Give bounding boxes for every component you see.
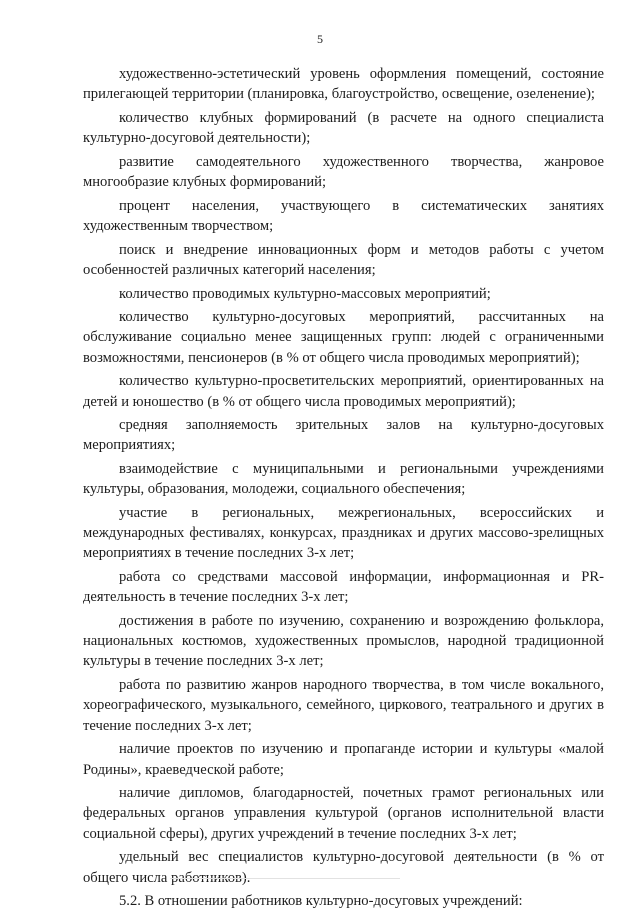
paragraph-4: процент населения, участвующего в систематических занятиях художественным творчеством; <box>83 197 604 234</box>
paragraph-15: наличие проектов по изучению и пропаганде истории и культуры «малой Родины», краеведческой работе; <box>83 741 604 778</box>
paragraph-10: взаимодействие с муниципальными и региональными учреждениями культуры, образования, молодежи, социального обеспечения; <box>83 461 604 498</box>
paragraph-16: наличие дипломов, благодарностей, почетных грамот региональных или федеральных органов управления культурой (органов исполнительной власти социальной сферы), других учреждений в течение последних 3-х лет; <box>83 785 604 842</box>
paragraph-17: удельный вес специалистов культурно-досуговой деятельности (в % от общего числа работников). <box>83 849 604 886</box>
paragraph-2: количество клубных формирований (в расчете на одного специалиста культурно-досуговой деятельности); <box>83 109 604 147</box>
paragraph-8: количество культурно-просветительских мероприятий, ориентированных на детей и юношество (в % от общего числа проводимых мероприятий); <box>83 373 604 410</box>
paragraph-6: количество проводимых культурно-массовых мероприятий; <box>119 285 491 302</box>
paragraph-7: количество культурно-досуговых мероприятий, рассчитанных на обслуживание социально менее защищенных групп: людей с ограниченными возможностями, пенсионеров (в % от общего числа проводимых мероприятий); <box>83 309 604 366</box>
paragraph-9: средняя заполняемость зрительных залов на культурно-досуговых мероприятиях; <box>83 417 604 454</box>
paragraph-5: поиск и внедрение инновационных форм и методов работы с учетом особенностей различных категорий населения; <box>83 241 604 278</box>
document-body <box>83 64 604 915</box>
section-heading-5-2: 5.2. В отношении работников культурно-досуговых учреждений: <box>119 893 523 910</box>
paragraph-11: участие в региональных, межрегиональных, всероссийских и международных фестивалях, конкурсах, праздниках и других массово-зрелищных мероприятиях в течение последних 3-х лет; <box>83 505 604 562</box>
footer-divider <box>170 878 400 879</box>
paragraph-14: работа по развитию жанров народного творчества, в том числе вокального, хореографического, музыкального, семейного, циркового, театрального и других в течение последних 3-х лет; <box>83 677 604 734</box>
page-number: 5 <box>317 32 323 46</box>
paragraph-12: работа со средствами массовой информации, информационная и PR-деятельность в течение последних 3-х лет; <box>83 569 604 606</box>
paragraph-3: развитие самодеятельного художественного творчества, жанровое многообразие клубных формирований; <box>83 153 604 191</box>
paragraph-13: достижения в работе по изучению, сохранению и возрождению фольклора, национальных костюмов, художественных промыслов, народной традиционной культуры в течение последних 3-х лет; <box>83 613 604 670</box>
paragraph-1: художественно-эстетический уровень оформления помещений, состояние прилегающей территории (планировка, благоустройство, освещение, озеленение); <box>83 66 604 103</box>
